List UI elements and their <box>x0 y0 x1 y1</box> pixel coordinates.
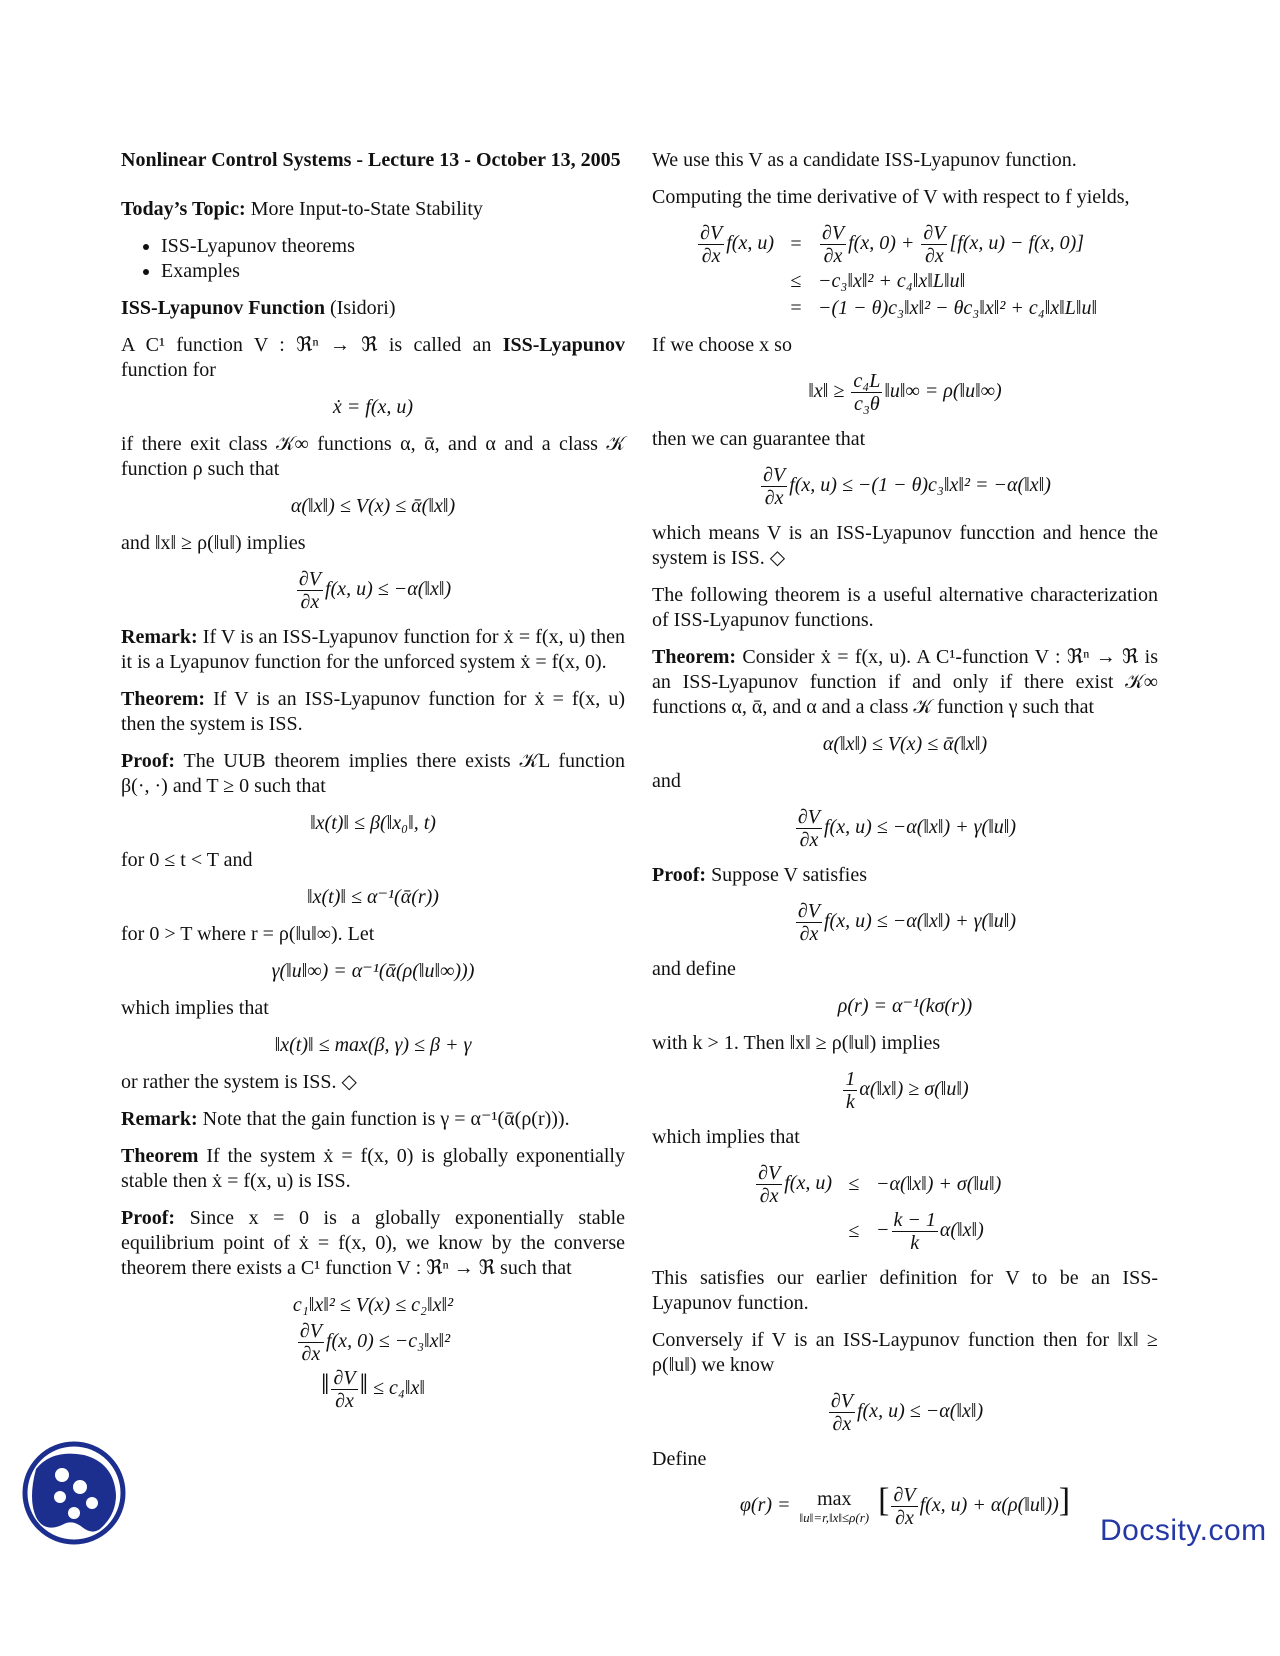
equation: $\frac{\partial V}{\partial x}$ f(x, u) ≤ −α(‖x‖) <box>298 568 452 613</box>
paragraph: and define <box>652 958 736 980</box>
paragraph: for 0 > T where r = ρ(‖u‖∞). Let <box>121 923 375 945</box>
paragraph: If we choose x so <box>652 334 792 356</box>
equation: ‖x(t)‖ ≤ β(‖x₀‖, t) <box>310 812 436 834</box>
paragraph: Define <box>652 1448 707 1470</box>
theorem: Theorem: Consider ẋ = f(x, u). A C¹-function V : ℜⁿ → ℜ is an ISS-Lyapunov function if and only if there exist 𝒦∞ functions α, ᾱ, and α and a class 𝒦 function γ such that <box>652 646 1158 718</box>
equation: ‖x‖ ≥ $\frac{\text{c₄L}}{\text{c₃θ}}$ ‖u‖∞ = ρ(‖u‖∞) <box>808 370 1002 415</box>
section-heading: ISS-Lyapunov Function (Isidori) <box>121 297 396 319</box>
paragraph: We use this V as a candidate ISS-Lyapunov function. <box>652 149 1077 171</box>
equation-array: $\frac{\partial V}{\partial x}$ f(x, u) = $\frac{\partial V}{\partial x}$ f(x, 0) + $\frac{\partial V}{\partial x}$ [f(x, u) − f(x, 0)] ≤ −c₃‖x‖² + c₄‖x‖L‖u‖ = −(1 − θ)c₃‖x‖² − θc₃‖x‖² + c₄‖x‖L‖u‖ <box>700 222 1098 319</box>
paragraph: with k > 1. Then ‖x‖ ≥ ρ(‖u‖) implies <box>652 1032 941 1054</box>
left-column <box>121 148 625 1414</box>
equation: $\frac{1}{k}$ α(‖x‖) ≥ σ(‖u‖) <box>845 1068 969 1113</box>
proof: Proof: Suppose V satisfies <box>652 864 867 886</box>
paragraph: which means V is an ISS-Lyapunov funcction and hence the system is ISS. ◇ <box>652 522 1158 569</box>
equation: ρ(r) = α⁻¹(kσ(r)) <box>837 995 973 1017</box>
remark: Remark: Note that the gain function is γ = α⁻¹(ᾱ(ρ(r))). <box>121 1108 570 1130</box>
equation: ẋ = f(x, u) <box>332 396 414 418</box>
docsity-logo-icon[interactable] <box>22 1441 126 1545</box>
paragraph: or rather the system is ISS. ◇ <box>121 1071 357 1093</box>
equation: ‖ $\frac{\partial V}{\partial x}$ ‖ ≤ c₄‖x‖ <box>321 1367 425 1412</box>
right-column <box>652 148 1158 1541</box>
remark: Remark: If V is an ISS-Lyapunov function for ẋ = f(x, u) then it is a Lyapunov function for the unforced system ẋ = f(x, 0). <box>121 626 625 673</box>
paragraph: A C¹ function V : ℜⁿ → ℜ is called an ISS-Lyapunov function for <box>121 334 625 381</box>
paragraph: which implies that <box>121 997 269 1019</box>
paragraph: Conversely if V is an ISS-Laypunov function then for ‖x‖ ≥ ρ(‖u‖) we know <box>652 1329 1158 1376</box>
equation: ‖x(t)‖ ≤ max(β, γ) ≤ β + γ <box>274 1034 472 1056</box>
equation: $\frac{\partial V}{\partial x}$ f(x, u) ≤ −(1 − θ)c₃‖x‖² = −α(‖x‖) <box>763 464 1051 509</box>
equation: $\frac{\partial V}{\partial x}$ f(x, u) ≤ −α(‖x‖) + γ(‖u‖) <box>797 806 1017 851</box>
equation: c₁‖x‖² ≤ V(x) ≤ c₂‖x‖² <box>292 1294 454 1316</box>
paragraph: Computing the time derivative of V with respect to f yields, <box>652 186 1130 208</box>
proof: Proof: Since x = 0 is a globally exponentially stable equilibrium point of ẋ = f(x, 0), we know by the converse theorem there exists a C¹ function V : ℜⁿ → ℜ such that <box>121 1207 625 1279</box>
equation: $\frac{\partial V}{\partial x}$ f(x, 0) ≤ −c₃‖x‖² <box>299 1320 451 1365</box>
list-item: • ISS-Lyapunov theorems <box>161 234 625 259</box>
paragraph: and <box>652 770 681 792</box>
paragraph: and ‖x‖ ≥ ρ(‖u‖) implies <box>121 532 306 554</box>
paragraph: if there exit class 𝒦∞ functions α, ᾱ, and α and a class 𝒦 function ρ such that <box>121 433 625 480</box>
equation: α(‖x‖) ≤ V(x) ≤ ᾱ(‖x‖) <box>290 495 456 517</box>
equation: γ(‖u‖∞) = α⁻¹(ᾱ(ρ(‖u‖∞))) <box>271 960 475 982</box>
theorem: Theorem If the system ẋ = f(x, 0) is globally exponentially stable then ẋ = f(x, u) is ISS. <box>121 1145 625 1192</box>
equation: ‖x(t)‖ ≤ α⁻¹(ᾱ(r)) <box>307 886 439 908</box>
proof: Proof: The UUB theorem implies there exists 𝒦L function β(·, ·) and T ≥ 0 such that <box>121 750 625 797</box>
paragraph: for 0 ≤ t < T and <box>121 849 253 871</box>
theorem: Theorem: If V is an ISS-Lyapunov function for ẋ = f(x, u) then the system is ISS. <box>121 688 625 735</box>
equation: α(‖x‖) ≤ V(x) ≤ ᾱ(‖x‖) <box>822 733 988 755</box>
paragraph: The following theorem is a useful alternative characterization of ISS-Lyapunov functions. <box>652 584 1158 631</box>
paragraph: which implies that <box>652 1126 800 1148</box>
paragraph: This satisfies our earlier definition for V to be an ISS-Lyapunov function. <box>652 1267 1158 1314</box>
topic-line: Today’s Topic: More Input-to-State Stability <box>121 198 483 220</box>
list-item: • Examples <box>161 259 625 284</box>
equation: $\frac{\partial V}{\partial x}$ f(x, u) ≤ −α(‖x‖) + γ(‖u‖) <box>797 900 1017 945</box>
equation: $\frac{\partial V}{\partial x}$ f(x, u) ≤ −α(‖x‖) <box>830 1390 984 1435</box>
brand-watermark[interactable]: Docsity.com <box>1100 1514 1267 1547</box>
equation-array: $\frac{\partial V}{\partial x}$ f(x, u) ≤ −α(‖x‖) + σ(‖u‖) ≤ − $\frac{k - 1}{k}$ α(‖x‖) <box>758 1162 1002 1254</box>
equation: φ(r) = max ‖u‖=r,‖x‖≤ρ(r) [ $\frac{\partial V}{\partial x}$ f(x, u) + α(ρ(‖u‖))] <box>739 1482 1071 1529</box>
topic-list <box>121 234 625 284</box>
page-title: Nonlinear Control Systems - Lecture 13 - October 13, 2005 <box>121 149 621 171</box>
paragraph: then we can guarantee that <box>652 428 866 450</box>
